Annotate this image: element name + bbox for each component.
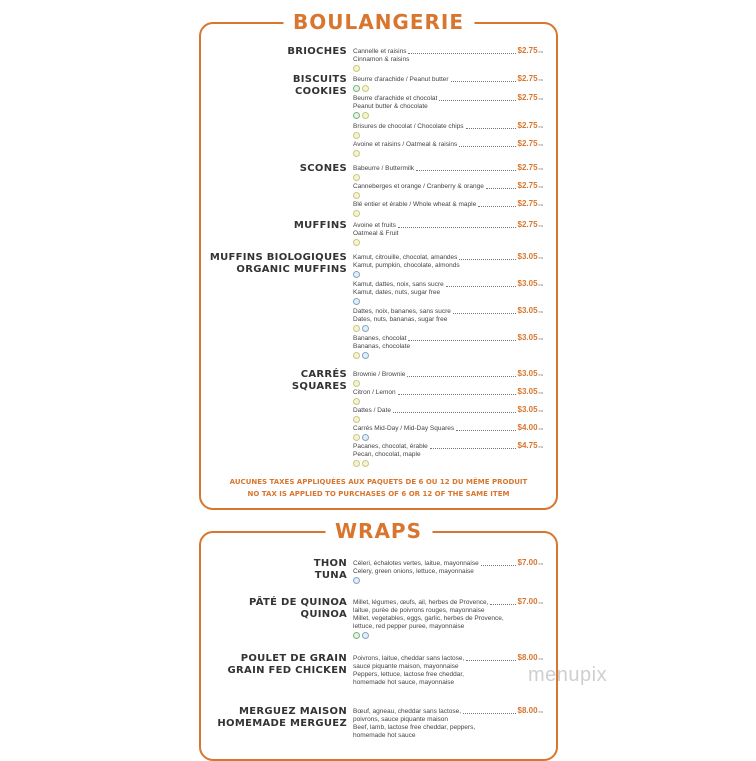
category-thon: THON TUNA	[313, 558, 347, 581]
diet-icon	[353, 85, 360, 92]
category-brioches: BRIOCHES	[287, 46, 347, 57]
wraps-panel	[199, 519, 558, 761]
diet-icon	[362, 112, 369, 119]
diet-icon	[353, 577, 360, 584]
menu-item: Bananes, chocolat $3.05ea Bananas, chocolate	[353, 333, 543, 359]
diet-icon	[353, 434, 360, 441]
diet-icon	[353, 271, 360, 278]
diet-icon	[362, 434, 369, 441]
diet-icon	[353, 632, 360, 639]
tax-notice: AUCUNES TAXES APPLIQUÉES AUX PAQUETS DE 6 OU 12 DU MÊME PRODUIT NO TAX IS APPLIED TO PURCHASES OF 6 OR 12 OF THE SAME ITEM	[229, 478, 528, 498]
menu-item: Dattes, noix, bananes, sans sucre $3.05ea Dates, nuts, bananas, sugar free	[353, 306, 543, 332]
diet-icon	[362, 352, 369, 359]
category-carres: CARRÉS SQUARES	[291, 369, 347, 392]
menu-item: Millet, légumes, œufs, ail, herbes de Provence, $7.00ea laitue, purée de poivrons rouges, mayonnaise Millet, vegetables, eggs, garlic, herbes de Provence, lettuce, red pepper puree, mayonnaise	[353, 597, 543, 639]
menu-item: Blé entier et érable / Whole wheat & maple $2.75ea	[353, 199, 543, 217]
menu-item: Céleri, échalotes vertes, laitue, mayonnaise $7.00ea Celery, green onions, lettuce, mayonnaise	[353, 558, 543, 584]
menu-item: Poivrons, laitue, cheddar sans lactose, $8.00ea sauce piquante maison, mayonnaise Peppers, lettuce, lactose free cheddar, homemade hot sauce, mayonnaise	[353, 653, 543, 686]
diet-icon	[362, 460, 369, 467]
category-muffins: MUFFINS	[293, 220, 347, 231]
menu-item: Cannelle et raisins $2.75ea Cinnamon & raisins	[353, 46, 543, 72]
menu-item: Babeurre / Buttermilk $2.75ea	[353, 163, 543, 181]
diet-icon	[353, 298, 360, 305]
boulangerie-panel	[199, 10, 558, 510]
category-biscuits: BISCUITS COOKIES	[292, 74, 347, 97]
menu-item: Brownie / Brownie $3.05ea	[353, 369, 543, 387]
menu-item: Kamut, citrouille, chocolat, amandes $3.05ea Kamut, pumpkin, chocolate, almonds	[353, 252, 543, 278]
boulangerie-title: BOULANGERIE	[283, 11, 474, 33]
diet-icon	[362, 85, 369, 92]
diet-icon	[353, 210, 360, 217]
diet-icon	[362, 632, 369, 639]
menu-item: Bœuf, agneau, cheddar sans lactose, $8.00ea poivrons, sauce piquante maison Beef, lamb, lactose free cheddar, peppers, homemade hot sauce	[353, 706, 543, 739]
diet-icon	[353, 416, 360, 423]
wraps-title: WRAPS	[325, 520, 432, 542]
category-merguez: MERGUEZ MAISON HOMEMADE MERGUEZ	[217, 706, 347, 729]
menu-item: Avoine et raisins / Oatmeal & raisins $2.75ea	[353, 139, 543, 157]
category-muffins-bio: MUFFINS BIOLOGIQUES ORGANIC MUFFINS	[209, 252, 347, 275]
category-poulet: POULET DE GRAIN GRAIN FED CHICKEN	[227, 653, 347, 676]
category-scones: SCONES	[299, 163, 347, 174]
menu-item: Citron / Lemon $3.05ea	[353, 387, 543, 405]
menu-item: Avoine et fruits $2.75ea Oatmeal & Fruit	[353, 220, 543, 246]
diet-icon	[353, 352, 360, 359]
menu-item: Beurre d'arachide et chocolat $2.75ea Peanut butter & chocolate	[353, 93, 543, 119]
menu-item: Kamut, dattes, noix, sans sucre $3.05ea Kamut, dates, nuts, sugar free	[353, 279, 543, 305]
diet-icon	[353, 112, 360, 119]
menu-item: Brisures de chocolat / Chocolate chips $2.75ea	[353, 121, 543, 139]
watermark: menupix	[528, 664, 608, 686]
menu-item: Beurre d'arachide / Peanut butter $2.75ea	[353, 74, 543, 92]
diet-icon	[353, 132, 360, 139]
diet-icon	[353, 150, 360, 157]
menu-item: Pacanes, chocolat, érable $4.75ea Pecan, chocolat, maple	[353, 441, 543, 467]
diet-icon	[353, 325, 360, 332]
diet-icon	[353, 239, 360, 246]
diet-icon	[353, 174, 360, 181]
menu-item: Carrés Mid-Day / Mid-Day Squares $4.00ea	[353, 423, 543, 441]
diet-icon	[362, 325, 369, 332]
diet-icon	[353, 398, 360, 405]
diet-icon	[353, 380, 360, 387]
diet-icon	[353, 460, 360, 467]
diet-icon	[353, 192, 360, 199]
menu-item: Canneberges et orange / Cranberry & orange $2.75ea	[353, 181, 543, 199]
category-quinoa: PÂTÉ DE QUINOA QUINOA	[248, 597, 347, 620]
menu-item: Dattes / Date $3.05ea	[353, 405, 543, 423]
diet-icon	[353, 65, 360, 72]
